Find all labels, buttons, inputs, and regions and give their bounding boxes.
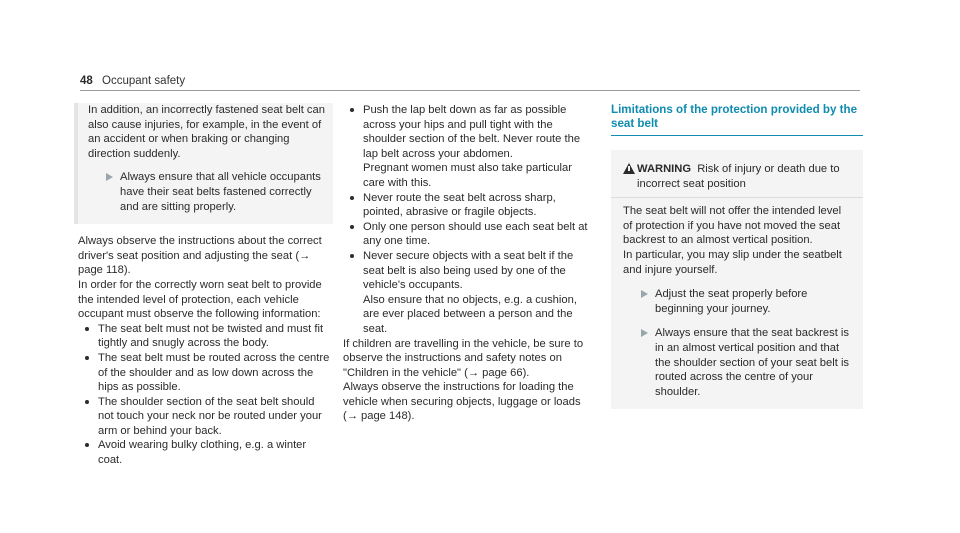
page-number: 48: [80, 75, 93, 87]
column-right: [611, 103, 863, 409]
bullet-list: [78, 322, 333, 468]
list-item-text: Push the lap belt down as far as possible across your hips and pull tight with the shoulder section of the belt. Never route the lap belt across your abdomen.: [363, 104, 581, 160]
info-step-text: Always ensure that all vehicle occupants have their seat belts fastened correctly and are sitting properly.: [120, 171, 321, 213]
bullet-icon: [350, 108, 354, 112]
info-step: [88, 170, 327, 214]
header-rule: [80, 90, 860, 91]
section-name: Occupant safety: [102, 75, 186, 87]
list-item: [343, 103, 593, 191]
paragraph-children: If children are travelling in the vehicle, be sure to observe the instructions and safety notes on "Children in the vehicle" (→ page 66).: [343, 337, 584, 379]
list-item-text: The seat belt must not be twisted and must fit tightly and snugly across the body.: [98, 322, 324, 350]
warning-step: [623, 287, 851, 316]
list-item: [78, 322, 333, 351]
list-item-text: Never secure objects with a seat belt if the seat belt is also being used by one of the vehicle's occupants.: [363, 249, 574, 292]
list-item-text: Only one person should use each seat belt at any one time.: [363, 220, 588, 248]
list-item-text: Avoid wearing bulky clothing, e.g. a winter coat.: [98, 439, 307, 467]
warning-step-text: Adjust the seat properly before beginning your journey.: [655, 288, 808, 315]
warning-text: In particular, you may slip under the seatbelt and injure yourself.: [623, 248, 842, 276]
bullet-icon: [350, 225, 354, 229]
list-item: [343, 191, 593, 220]
column-left: [78, 103, 333, 468]
step-arrow-icon: [641, 290, 648, 298]
list-item-text: The seat belt must be routed across the centre of the shoulder and as low down across the hips as possible.: [98, 351, 330, 394]
paragraph-loading: Always observe the instructions for loading the vehicle when securing objects, luggage or loads (→ page 148).: [343, 381, 581, 423]
list-item: [78, 351, 333, 395]
warning-text: The seat belt will not offer the intended level of protection if you have not moved the seat backrest to an almost vertical position.: [623, 205, 842, 247]
list-item: [78, 395, 333, 439]
bullet-icon: [85, 400, 89, 404]
warning-label: WARNING: [637, 163, 692, 175]
list-item: [343, 220, 593, 249]
list-item-text: Never route the seat belt across sharp, pointed, abrasive or fragile objects.: [363, 191, 556, 219]
warning-divider: [611, 197, 863, 198]
warning-header: [623, 162, 851, 191]
bullet-icon: [85, 356, 89, 360]
step-arrow-icon: [106, 173, 113, 181]
list-item: [78, 438, 333, 467]
bullet-list: [343, 103, 593, 337]
info-box: [74, 103, 333, 224]
warning-triangle-icon: [623, 163, 635, 174]
paragraph-seat-position: Always observe the instructions about the correct driver's seat position and adjusting the seat (→ page 118).: [78, 235, 322, 277]
step-arrow-icon: [641, 329, 648, 337]
section-title: Limitations of the protection provided by the seat belt: [611, 103, 863, 136]
bullet-icon: [350, 196, 354, 200]
warning-headline: Risk of injury or death due to incorrect seat position: [637, 163, 840, 190]
list-item-note: Pregnant women must also take particular care with this.: [363, 162, 572, 189]
bullet-icon: [85, 443, 89, 447]
bullet-icon: [85, 327, 89, 331]
warning-box: [611, 150, 863, 409]
warning-step-text: Always ensure that the seat backrest is in an almost vertical position and that the shoulder section of your seat belt is routed across the centre of your shoulder.: [655, 327, 850, 398]
column-middle: [343, 103, 593, 424]
warning-step: [623, 326, 851, 399]
list-item-text: The shoulder section of the seat belt should not touch your neck nor be routed under your arm or behind your back.: [98, 395, 322, 437]
paragraph-protection: In order for the correctly worn seat belt to provide the intended level of protection, each vehicle occupant must observe the following information:: [78, 278, 322, 321]
list-item: [343, 249, 593, 337]
bullet-icon: [350, 254, 354, 258]
list-item-note: Also ensure that no objects, e.g. a cushion, are ever placed between a person and the seat.: [363, 293, 577, 335]
info-text: In addition, an incorrectly fastened seat belt can also cause injuries, for example, in the event of an accident or when braking or changing direction suddenly.: [88, 104, 325, 160]
